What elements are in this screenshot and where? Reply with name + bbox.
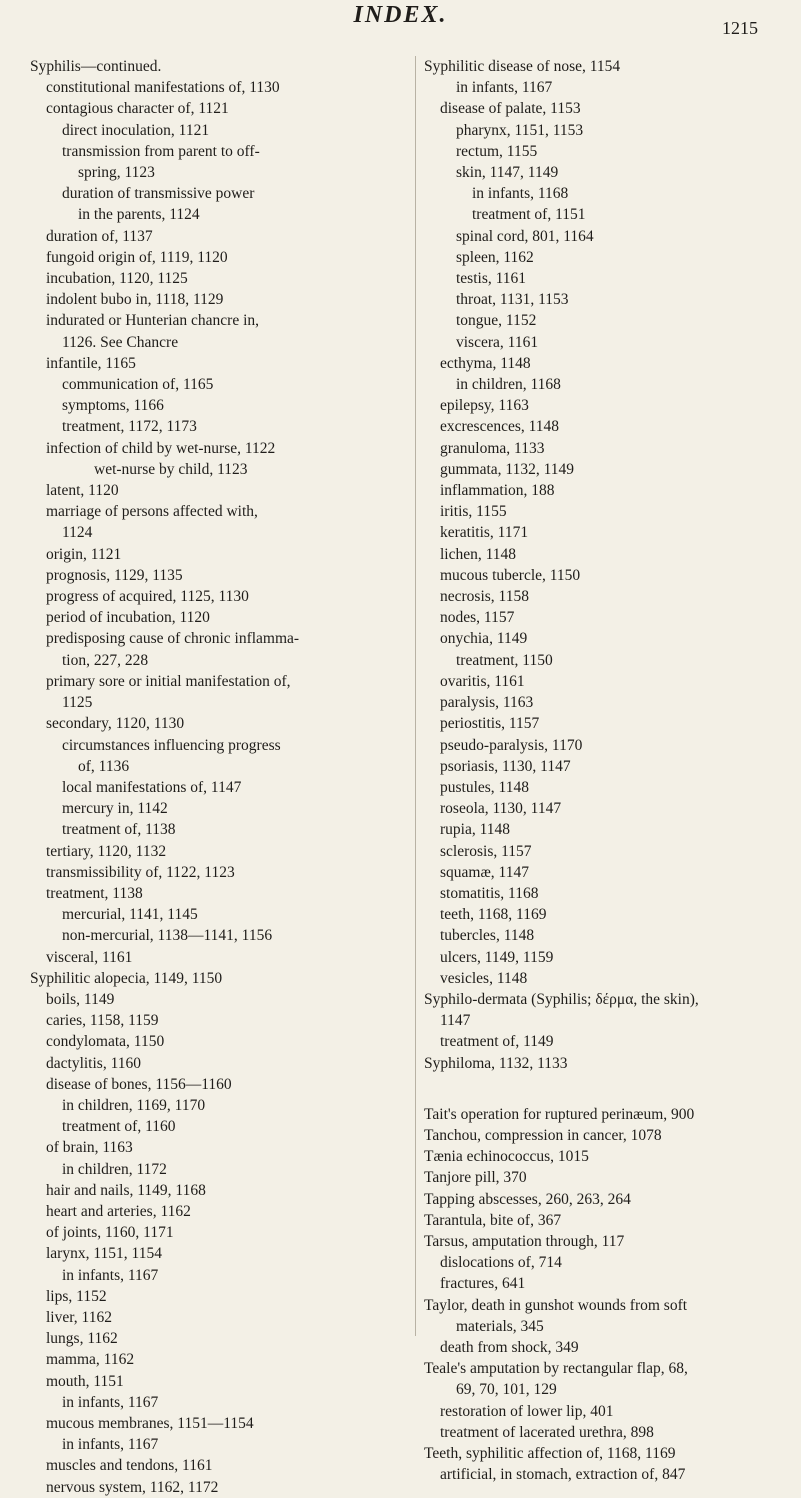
index-entry: circumstances influencing progress xyxy=(62,736,281,754)
index-entry: Tait's operation for ruptured perinæum, 900 xyxy=(424,1105,695,1123)
index-entry: excrescences, 1148 xyxy=(440,418,560,436)
index-entry: stomatitis, 1168 xyxy=(440,884,539,902)
index-entry: artificial, in stomach, extraction of, 847 xyxy=(440,1466,686,1484)
index-entry: keratitis, 1171 xyxy=(440,524,529,542)
index-entry: indurated or Hunterian chancre in, xyxy=(46,312,260,330)
index-entry: ulcers, 1149, 1159 xyxy=(440,948,554,966)
index-entry: marriage of persons affected with, xyxy=(46,503,258,521)
index-entry: onychia, 1149 xyxy=(440,630,528,648)
index-entry: in children, 1169, 1170 xyxy=(62,1096,206,1114)
index-column-left xyxy=(30,56,400,1498)
index-entry: transmissibility of, 1122, 1123 xyxy=(46,863,235,881)
column-divider xyxy=(415,56,416,1336)
index-entry: fractures, 641 xyxy=(440,1275,526,1293)
index-entry: symptoms, 1166 xyxy=(62,397,164,415)
index-entry: rupia, 1148 xyxy=(440,821,511,839)
index-entry: treatment, 1150 xyxy=(456,651,553,669)
index-entry: caries, 1158, 1159 xyxy=(46,1012,159,1030)
index-entry: period of incubation, 1120 xyxy=(46,609,210,627)
index-entry: inflammation, 188 xyxy=(440,482,555,500)
index-entry: Syphilitic alopecia, 1149, 1150 xyxy=(30,969,223,987)
index-entry: dactylitis, 1160 xyxy=(46,1054,141,1072)
index-entry: death from shock, 349 xyxy=(440,1338,579,1356)
index-entry: Syphilis—continued. xyxy=(30,58,162,75)
index-entry: Teeth, syphilitic affection of, 1168, 1169 xyxy=(424,1445,676,1462)
index-entry: granuloma, 1133 xyxy=(440,439,545,457)
index-entry: visceral, 1161 xyxy=(46,948,133,966)
index-entry: incubation, 1120, 1125 xyxy=(46,270,188,288)
index-entry: Syphiloma, 1132, 1133 xyxy=(424,1054,568,1072)
index-entry: nodes, 1157 xyxy=(440,609,515,627)
index-entry: paralysis, 1163 xyxy=(440,694,534,712)
index-entry: muscles and tendons, 1161 xyxy=(46,1457,213,1475)
index-entry: of joints, 1160, 1171 xyxy=(46,1224,174,1242)
index-entry: mercurial, 1141, 1145 xyxy=(62,906,198,924)
index-entry: 1147 xyxy=(440,1012,471,1030)
index-entry: duration of, 1137 xyxy=(46,227,153,245)
index-entry: infantile, 1165 xyxy=(46,354,136,372)
index-entry: in infants, 1167 xyxy=(456,79,553,97)
index-entry: duration of transmissive power xyxy=(62,185,255,203)
index-entry: Taylor, death in gunshot wounds from soft xyxy=(424,1296,688,1314)
index-entry: spleen, 1162 xyxy=(456,248,534,266)
index-entry: of brain, 1163 xyxy=(46,1139,133,1157)
index-column-right xyxy=(424,56,794,1485)
index-entry: Tapping abscesses, 260, 263, 264 xyxy=(424,1190,631,1208)
index-entry: in children, 1172 xyxy=(62,1160,167,1178)
index-entry: mucous tubercle, 1150 xyxy=(440,566,581,584)
index-entry: 69, 70, 101, 129 xyxy=(456,1381,557,1399)
index-entry: vesicles, 1148 xyxy=(440,969,528,987)
index-entry: mucous membranes, 1151—1154 xyxy=(46,1415,254,1432)
index-entry: lungs, 1162 xyxy=(46,1330,118,1348)
index-entry: disease of bones, 1156—1160 xyxy=(46,1075,232,1093)
index-entry: Syphilitic disease of nose, 1154 xyxy=(424,58,621,75)
index-entry: local manifestations of, 1147 xyxy=(62,778,242,796)
index-entry: gummata, 1132, 1149 xyxy=(440,460,575,478)
index-entry: Syphilo-dermata (Syphilis; δέρμα, the skin), xyxy=(424,990,699,1008)
index-entry: tubercles, 1148 xyxy=(440,927,535,945)
index-entry: condylomata, 1150 xyxy=(46,1033,165,1051)
index-entry: mouth, 1151 xyxy=(46,1372,124,1390)
index-entry: contagious character of, 1121 xyxy=(46,100,229,118)
index-entry: mercury in, 1142 xyxy=(62,800,168,818)
index-entry: tongue, 1152 xyxy=(456,312,537,330)
index-entry: treatment, 1138 xyxy=(46,884,143,902)
index-entry: tion, 227, 228 xyxy=(62,651,149,669)
index-entry: communication of, 1165 xyxy=(62,376,214,394)
index-entry: in infants, 1167 xyxy=(62,1266,159,1284)
index-entry: nervous system, 1162, 1172 xyxy=(46,1478,219,1496)
index-entry: progress of acquired, 1125, 1130 xyxy=(46,588,249,606)
index-entry: treatment of, 1138 xyxy=(62,821,176,839)
index-entry: direct inoculation, 1121 xyxy=(62,121,210,139)
index-entry: materials, 345 xyxy=(456,1317,544,1335)
index-entry: mamma, 1162 xyxy=(46,1351,135,1369)
index-entry: Tarsus, amputation through, 117 xyxy=(424,1232,625,1250)
index-entry: pharynx, 1151, 1153 xyxy=(456,121,584,139)
index-entry: tertiary, 1120, 1132 xyxy=(46,842,167,860)
index-entry: in children, 1168 xyxy=(456,376,561,394)
index-entry: primary sore or initial manifestation of, xyxy=(46,672,291,690)
index-entry: non-mercurial, 1138—1141, 1156 xyxy=(62,927,273,945)
index-entry: sclerosis, 1157 xyxy=(440,842,532,860)
index-entry: transmission from parent to off- xyxy=(62,142,260,160)
index-entry: boils, 1149 xyxy=(46,990,115,1008)
index-entry: spinal cord, 801, 1164 xyxy=(456,227,594,245)
index-entry: pseudo-paralysis, 1170 xyxy=(440,736,583,754)
index-entry: origin, 1121 xyxy=(46,545,122,563)
index-entry: hair and nails, 1149, 1168 xyxy=(46,1181,206,1199)
index-entry: Tanjore pill, 370 xyxy=(424,1169,527,1187)
index-entry: psoriasis, 1130, 1147 xyxy=(440,757,571,775)
index-entry: skin, 1147, 1149 xyxy=(456,164,559,182)
index-entry: throat, 1131, 1153 xyxy=(456,291,569,309)
index-entry: rectum, 1155 xyxy=(456,142,538,160)
index-entry: Tænia echinococcus, 1015 xyxy=(424,1148,589,1166)
index-entry: in infants, 1168 xyxy=(472,185,569,203)
index-entry: liver, 1162 xyxy=(46,1308,112,1326)
index-entry: in infants, 1167 xyxy=(62,1393,159,1411)
index-entry: testis, 1161 xyxy=(456,270,527,288)
index-entry: squamæ, 1147 xyxy=(440,863,529,881)
index-entry: Teale's amputation by rectangular flap, 68, xyxy=(424,1360,688,1378)
index-entry: ecthyma, 1148 xyxy=(440,354,531,372)
index-entry: necrosis, 1158 xyxy=(440,588,529,606)
section-gap xyxy=(424,1074,794,1104)
index-entry: indolent bubo in, 1118, 1129 xyxy=(46,291,224,309)
index-entry: in infants, 1167 xyxy=(62,1436,159,1454)
index-entry: larynx, 1151, 1154 xyxy=(46,1245,162,1263)
index-entry: pustules, 1148 xyxy=(440,778,529,796)
index-entry: constitutional manifestations of, 1130 xyxy=(46,79,280,97)
index-entry: iritis, 1155 xyxy=(440,503,507,521)
page-number: 1215 xyxy=(722,18,758,38)
index-entry: disease of palate, 1153 xyxy=(440,100,581,118)
index-entry: predisposing cause of chronic inflamma- xyxy=(46,630,300,648)
index-entry: 1125 xyxy=(62,694,93,712)
index-entry: restoration of lower lip, 401 xyxy=(440,1402,614,1420)
index-entry: ovaritis, 1161 xyxy=(440,672,525,690)
index-entry: of, 1136 xyxy=(78,757,130,775)
index-entry: lichen, 1148 xyxy=(440,545,517,563)
index-entry: periostitis, 1157 xyxy=(440,715,540,733)
index-entry: viscera, 1161 xyxy=(456,333,539,351)
index-entry: infection of child by wet-nurse, 1122 xyxy=(46,439,276,457)
index-entry: wet-nurse by child, 1123 xyxy=(94,460,248,478)
index-entry: dislocations of, 714 xyxy=(440,1254,562,1272)
index-entry: Tanchou, compression in cancer, 1078 xyxy=(424,1126,662,1144)
index-entry: teeth, 1168, 1169 xyxy=(440,906,547,924)
index-entry: roseola, 1130, 1147 xyxy=(440,800,562,818)
index-entry: secondary, 1120, 1130 xyxy=(46,715,185,733)
index-entry: spring, 1123 xyxy=(78,164,155,182)
index-entry: treatment of, 1160 xyxy=(62,1118,176,1136)
index-entry: lips, 1152 xyxy=(46,1287,107,1305)
index-entry: latent, 1120 xyxy=(46,482,119,500)
index-entry: treatment of, 1149 xyxy=(440,1033,554,1051)
index-entry: treatment of, 1151 xyxy=(472,206,586,224)
index-entry: prognosis, 1129, 1135 xyxy=(46,566,183,584)
index-entry: 1124 xyxy=(62,524,93,542)
index-entry: treatment of lacerated urethra, 898 xyxy=(440,1423,654,1441)
index-entry: fungoid origin of, 1119, 1120 xyxy=(46,248,228,266)
index-entry: in the parents, 1124 xyxy=(78,206,200,224)
index-entry: epilepsy, 1163 xyxy=(440,397,529,415)
index-entry: heart and arteries, 1162 xyxy=(46,1202,191,1220)
index-entry: treatment, 1172, 1173 xyxy=(62,418,197,436)
index-entry: 1126. See Chancre xyxy=(62,333,179,351)
running-header-title: INDEX. xyxy=(353,2,448,28)
index-entry: Tarantula, bite of, 367 xyxy=(424,1211,562,1229)
